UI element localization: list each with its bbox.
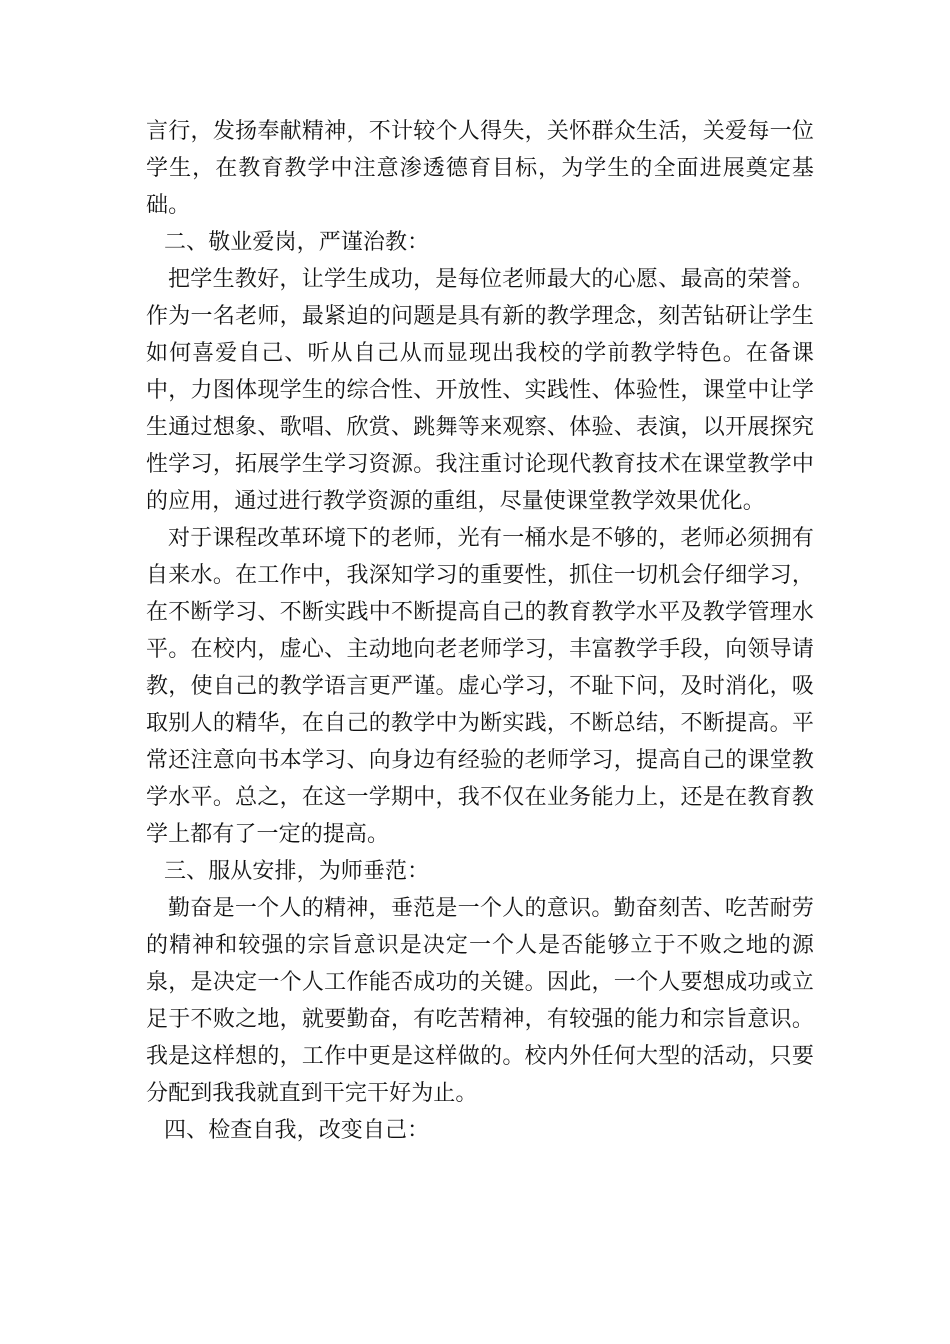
section-heading-2: 二、敬业爱岗，严谨治教： [164, 230, 430, 255]
section-heading-3: 三、服从安排，为师垂范： [164, 859, 430, 884]
paragraph: 勤奋是一个人的精神，垂范是一个人的意识。勤奋刻苦、吃苦耐劳的精神和较强的宗旨意识是决定一个人是否能够立于不败之地的源泉，是决定一个人工作能否成功的关键。因此，一个人要想成功或立足于不败之地，就要勤奋，有吃苦精神，有较强的能力和宗旨意识。我是这样想的，工作中更是这样做的。校内外任何大型的活动，只要分配到我我就直到干完干好为止。 [146, 896, 814, 1106]
paragraph: 把学生教好，让学生成功，是每位老师最大的心愿、最高的荣誉。作为一名老师，最紧迫的问题是具有新的教学理念，刻苦钻研让学生如何喜爱自己、听从自己从而显现出我校的学前教学特色。在备课中，力图体现学生的综合性、开放性、实践性、体验性，课堂中让学生通过想象、歌唱、欣赏、跳舞等来观察、体验、表演，以开展探究性学习，拓展学生学习资源。我注重讨论现代教育技术在课堂教学中的应用，通过进行教学资源的重组，尽量使课堂教学效果优化。 [146, 267, 814, 514]
paragraph-continuation: 言行，发扬奉献精神，不计较个人得失，关怀群众生活，关爱每一位学生，在教育教学中注意渗透德育目标，为学生的全面进展奠定基础。 [146, 119, 814, 218]
section-heading-4: 四、检查自我，改变自己： [164, 1118, 430, 1143]
document-page [146, 113, 814, 1149]
paragraph: 对于课程改革环境下的老师，光有一桶水是不够的，老师必须拥有自来水。在工作中，我深知学习的重要性，抓住一切机会仔细学习，在不断学习、不断实践中不断提高自己的教育教学水平及教学管理水平。在校内，虚心、主动地向老老师学习，丰富教学手段，向领导请教，使自己的教学语言更严谨。虚心学习，不耻下问，及时消化，吸取别人的精华，在自己的教学中为断实践，不断总结，不断提高。平常还注意向书本学习、向身边有经验的老师学习，提高自己的课堂教学水平。总之，在这一学期中，我不仅在业务能力上，还是在教育教学上都有了一定的提高。 [146, 526, 814, 847]
